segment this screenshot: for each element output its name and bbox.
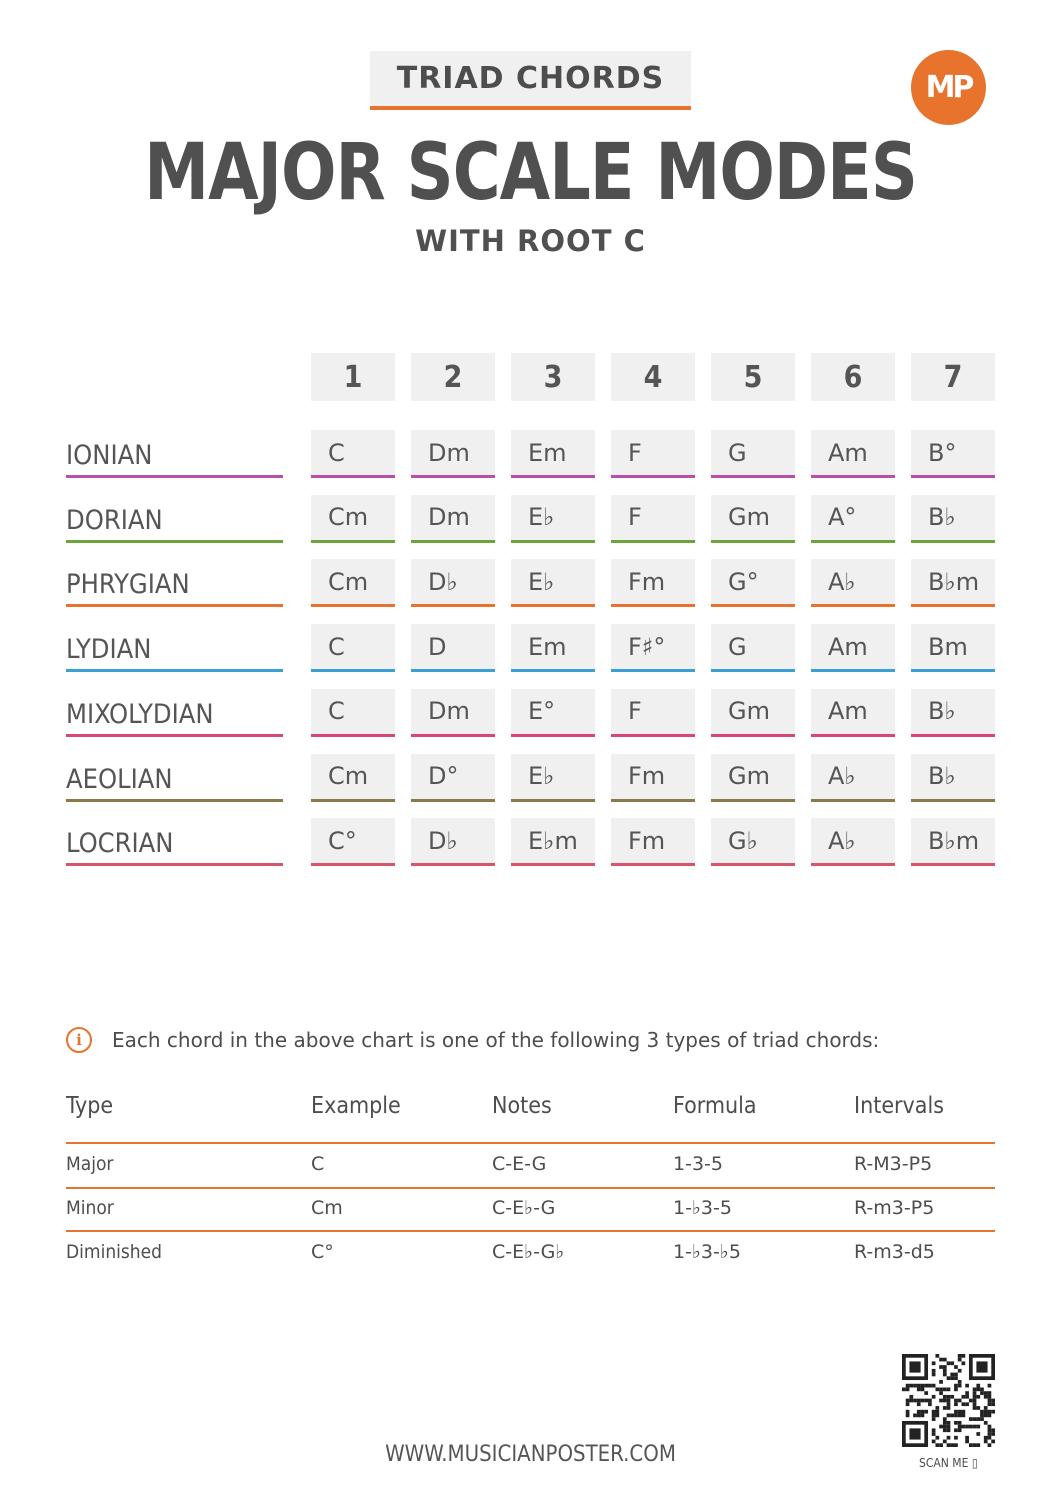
chord-cell: E° — [511, 689, 595, 737]
table-cell: R-m3-d5 — [854, 1241, 935, 1263]
logo-text: MP — [925, 70, 972, 105]
mode-label: IONIAN — [66, 430, 283, 478]
table-header: Formula — [673, 1093, 757, 1119]
degree-header: 2 — [411, 353, 495, 401]
table-cell: R-m3-P5 — [854, 1197, 935, 1219]
chord-cell: A♭ — [811, 559, 895, 607]
table-cell: Major — [66, 1153, 114, 1175]
chord-cell: Dm — [411, 430, 495, 478]
chord-cell: B♭m — [911, 559, 995, 607]
degree-header: 6 — [811, 353, 895, 401]
chord-cell: G — [711, 624, 795, 672]
mode-label: LOCRIAN — [66, 818, 283, 866]
chord-cell: D♭ — [411, 818, 495, 866]
chord-cell: D♭ — [411, 559, 495, 607]
chord-cell: Gm — [711, 754, 795, 802]
info-icon: i — [66, 1027, 92, 1053]
chord-cell: A° — [811, 495, 895, 543]
brand-logo[interactable] — [911, 50, 986, 125]
info-text: Each chord in the above chart is one of the following 3 types of triad chords: — [112, 1028, 880, 1052]
chord-cell: Am — [811, 624, 895, 672]
chord-cell: Fm — [611, 818, 695, 866]
chord-cell: Dm — [411, 495, 495, 543]
chord-cell: A♭ — [811, 818, 895, 866]
table-header: Example — [311, 1093, 401, 1119]
table-cell: C-E-G — [492, 1153, 547, 1175]
scan-me-label: SCAN ME ▯ — [919, 1456, 978, 1470]
chord-cell: Am — [811, 430, 895, 478]
table-header: Type — [66, 1093, 114, 1119]
chord-cell: Am — [811, 689, 895, 737]
degree-header: 7 — [911, 353, 995, 401]
chord-cell: Gm — [711, 495, 795, 543]
table-cell: 1-3-5 — [673, 1153, 723, 1175]
chord-cell: E♭ — [511, 754, 595, 802]
mode-label: LYDIAN — [66, 624, 283, 672]
chord-cell: F — [611, 689, 695, 737]
website-url[interactable]: WWW.MUSICIANPOSTER.COM — [385, 1442, 676, 1467]
degree-header: 1 — [311, 353, 395, 401]
chord-cell: C — [311, 689, 395, 737]
table-header: Intervals — [854, 1093, 945, 1119]
mode-label: MIXOLYDIAN — [66, 689, 283, 737]
tag-label: TRIAD CHORDS — [370, 51, 691, 110]
mode-label: PHRYGIAN — [66, 559, 283, 607]
chord-cell: E♭m — [511, 818, 595, 866]
chord-cell: C — [311, 624, 395, 672]
chord-cell: D° — [411, 754, 495, 802]
chord-cell: E♭ — [511, 495, 595, 543]
table-header: Notes — [492, 1093, 552, 1119]
chord-cell: G° — [711, 559, 795, 607]
chord-cell: B♭ — [911, 754, 995, 802]
chord-cell: G — [711, 430, 795, 478]
chord-cell: D — [411, 624, 495, 672]
table-cell: Diminished — [66, 1241, 163, 1263]
table-divider — [66, 1187, 995, 1189]
table-divider — [66, 1142, 995, 1144]
page-subtitle: WITH ROOT C — [415, 224, 646, 258]
table-cell: Cm — [311, 1197, 343, 1219]
chord-cell: Cm — [311, 754, 395, 802]
chord-cell: B♭ — [911, 689, 995, 737]
chord-cell: B♭m — [911, 818, 995, 866]
chord-cell: Dm — [411, 689, 495, 737]
mode-label: DORIAN — [66, 495, 283, 543]
chord-cell: F — [611, 495, 695, 543]
chord-cell: Em — [511, 430, 595, 478]
chord-cell: B° — [911, 430, 995, 478]
chord-cell: F — [611, 430, 695, 478]
table-cell: C-E♭-G — [492, 1197, 556, 1219]
degree-header: 3 — [511, 353, 595, 401]
chord-cell: F♯° — [611, 624, 695, 672]
chord-cell: C° — [311, 818, 395, 866]
chord-cell: A♭ — [811, 754, 895, 802]
chord-cell: Cm — [311, 495, 395, 543]
chord-cell: G♭ — [711, 818, 795, 866]
mode-label: AEOLIAN — [66, 754, 283, 802]
degree-header: 4 — [611, 353, 695, 401]
degree-header: 5 — [711, 353, 795, 401]
table-cell: 1-♭3-♭5 — [673, 1241, 741, 1263]
qr-code-icon[interactable] — [902, 1354, 995, 1447]
chord-cell: Bm — [911, 624, 995, 672]
chord-cell: Gm — [711, 689, 795, 737]
table-cell: C-E♭-G♭ — [492, 1241, 565, 1263]
table-cell: Minor — [66, 1197, 114, 1219]
chord-cell: E♭ — [511, 559, 595, 607]
chord-cell: Cm — [311, 559, 395, 607]
table-cell: 1-♭3-5 — [673, 1197, 732, 1219]
info-note — [66, 1027, 879, 1053]
table-cell: C — [311, 1153, 325, 1175]
chord-cell: C — [311, 430, 395, 478]
table-divider — [66, 1230, 995, 1232]
chord-cell: Em — [511, 624, 595, 672]
chord-cell: Fm — [611, 559, 695, 607]
chord-cell: B♭ — [911, 495, 995, 543]
chord-cell: Fm — [611, 754, 695, 802]
table-cell: R-M3-P5 — [854, 1153, 933, 1175]
table-cell: C° — [311, 1241, 334, 1263]
page-title: MAJOR SCALE MODES — [144, 128, 917, 218]
